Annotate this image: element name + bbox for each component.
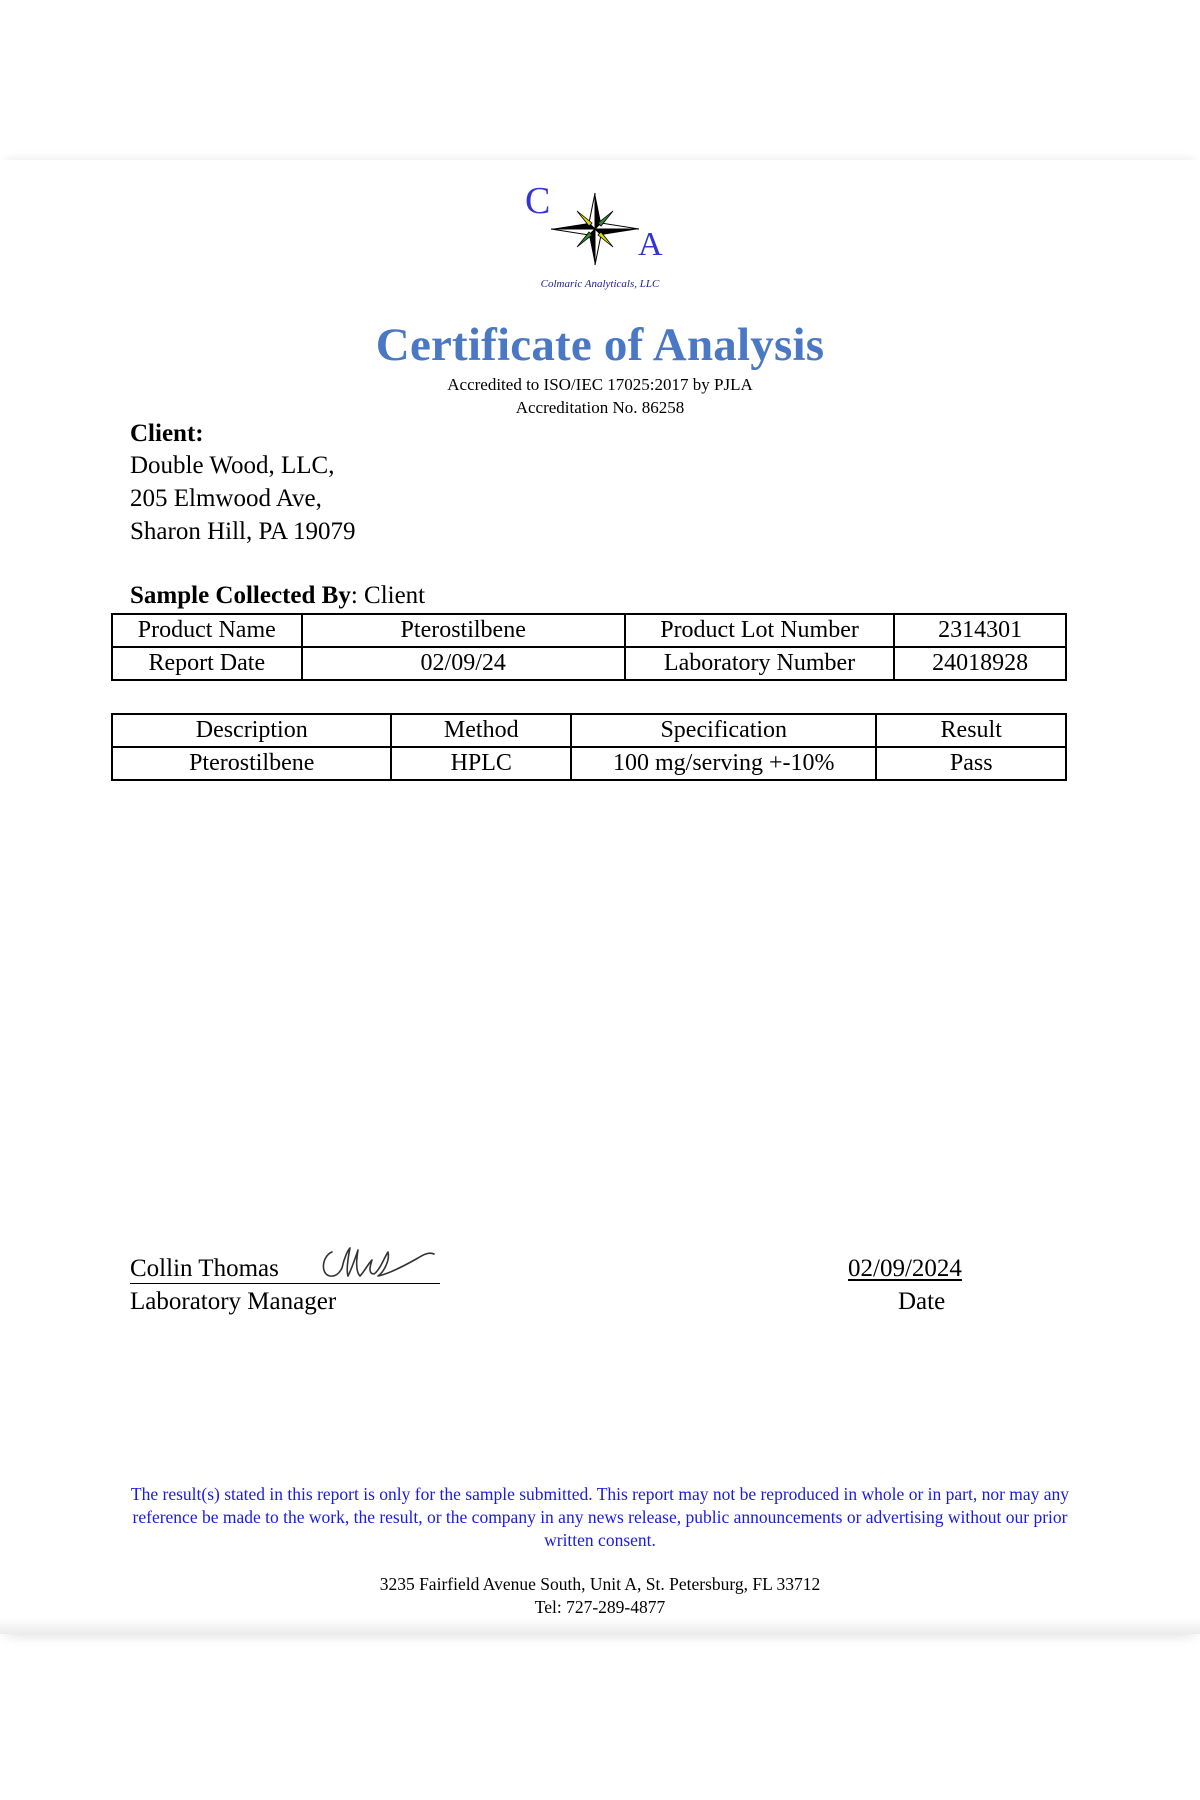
table-header-row [112,714,1066,747]
disclaimer-text: The result(s) stated in this report is only for the sample submitted. This report may not be reproduced in whole or in part, nor may any reference be made to the work, the result, or the company in any news release, public announcements or advertising without our prior written consent. [130,1484,1070,1550]
table-cell: 100 mg/serving +-10% [571,747,876,780]
column-header: Result [876,714,1066,747]
sample-collected-by [130,582,425,610]
compass-star-icon [551,193,639,265]
accreditation-line: Accredited to ISO/IEC 17025:2017 by PJLA [447,375,753,394]
table-cell: 02/09/24 [302,647,625,680]
table-cell: Report Date [112,647,302,680]
table-cell: Product Lot Number [625,614,894,647]
client-city: Sharon Hill, PA 19079 [130,518,356,545]
document-title: Certificate of Analysis [375,319,825,371]
sample-collected-label: Sample Collected By [130,582,351,609]
table-cell: Laboratory Number [625,647,894,680]
table-row [112,647,1066,680]
logo-letter-c: C [525,183,551,222]
client-heading: Client: [130,420,204,447]
table-cell: HPLC [391,747,571,780]
table-cell: Pass [876,747,1066,780]
column-header: Method [391,714,571,747]
table-cell: Product Name [112,614,302,647]
results-table [111,713,1067,781]
lab-phone: Tel: 727-289-4877 [534,1597,666,1617]
table-row [112,614,1066,647]
signatory-title: Laboratory Manager [130,1288,337,1315]
table-row [112,747,1066,780]
client-name: Double Wood, LLC, [130,452,335,479]
table-cell: 2314301 [894,614,1066,647]
product-info-table [111,613,1067,681]
accreditation-number: Accreditation No. 86258 [515,398,685,417]
lab-address: 3235 Fairfield Avenue South, Unit A, St. Petersburg, FL 33712 [379,1574,821,1594]
column-header: Description [112,714,391,747]
logo-company-name: Colmaric Analyticals, LLC [540,278,660,290]
client-street: 205 Elmwood Ave, [130,485,322,512]
sample-collected-value: : Client [350,582,426,609]
date-label: Date [898,1288,946,1315]
table-cell: Pterostilbene [112,747,391,780]
handwritten-signature [318,1238,438,1286]
signatory-name: Collin Thomas [130,1255,279,1282]
column-header: Specification [571,714,876,747]
logo-letter-a: A [638,226,663,263]
table-cell: 24018928 [894,647,1066,680]
table-cell: Pterostilbene [302,614,625,647]
page-bottom-edge [0,1618,1200,1634]
signoff-date: 02/09/2024 [848,1255,962,1282]
